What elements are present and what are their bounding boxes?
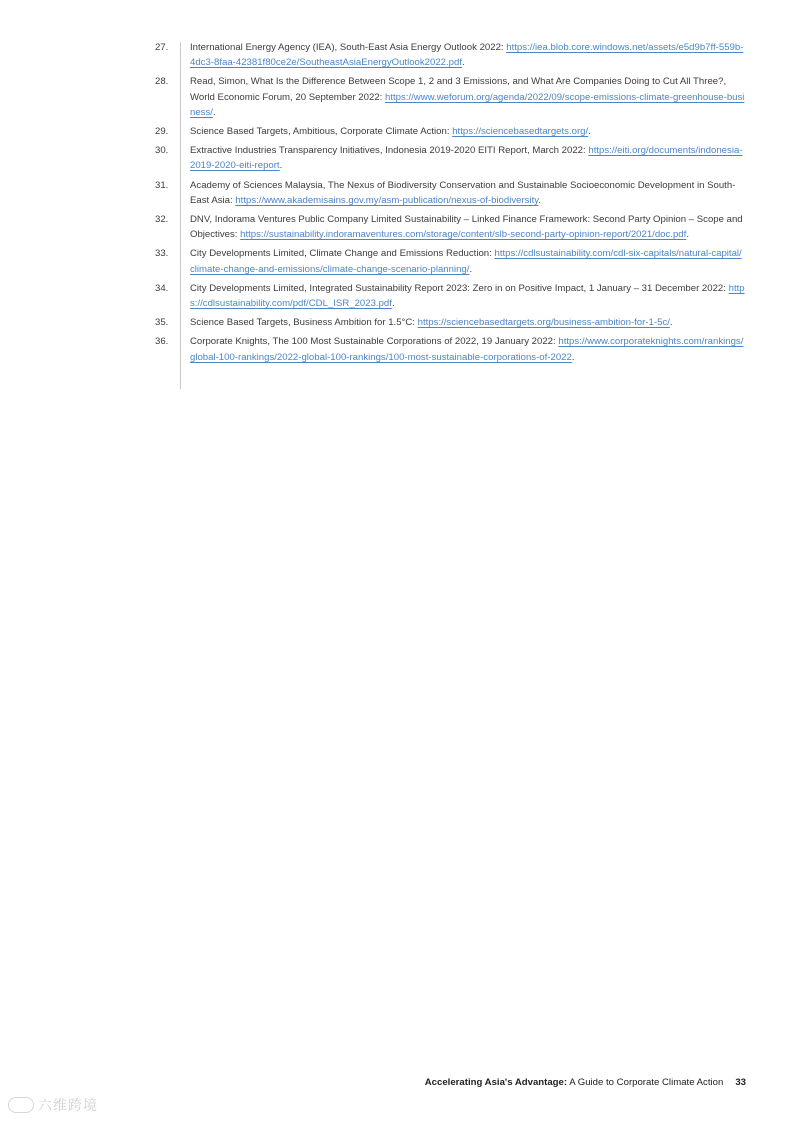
reference-item (155, 315, 745, 330)
reference-text: Academy of Sciences Malaysia, The Nexus of Biodiversity Conservation and Sustainable Socioeconomic Development in South-East Asia: (190, 179, 736, 206)
reference-number: 33. (155, 248, 169, 260)
reference-number: 29. (155, 126, 169, 138)
reference-link[interactable]: https://sustainability.indoramaventures.com/storage/content/slb-second-party-opinion-report/2021/doc.pdf (240, 229, 687, 241)
footer-title-bold: Accelerating Asia's Advantage: (424, 1077, 568, 1088)
reference-number: 27. (155, 42, 169, 53)
reference-body (190, 74, 745, 120)
page-number: 33 (735, 1077, 746, 1088)
reference-item (155, 334, 745, 364)
reference-item (155, 212, 745, 242)
reference-text: International Energy Agency (IEA), South-East Asia Energy Outlook 2022: (190, 42, 507, 53)
reference-text: City Developments Limited, Integrated Sustainability Report 2023: Zero in on Positive Impact, 1 January – 31 December 2022: (190, 282, 729, 294)
reference-text: Read, Simon, What Is the Difference Between Scope 1, 2 and 3 Emissions, and What Are Companies Doing to Cut All Three?, World Economic Forum, 20 September 2022: (190, 76, 727, 103)
watermark (8, 1095, 98, 1115)
reference-text: City Developments Limited, Climate Change and Emissions Reduction: (190, 248, 495, 260)
reference-suffix: . (212, 106, 216, 118)
reference-suffix: . (669, 317, 673, 329)
reference-number: 36. (155, 336, 169, 348)
reference-number: 32. (155, 214, 169, 226)
reference-number: 30. (155, 145, 169, 157)
reference-link[interactable]: https://sciencebasedtargets.org/business-ambition-for-1-5c/ (417, 317, 670, 329)
reference-number: 28. (155, 76, 169, 88)
watermark-logo-icon (8, 1097, 34, 1113)
reference-text: Corporate Knights, The 100 Most Sustainable Corporations of 2022, 19 January 2022: (190, 336, 559, 348)
reference-suffix: . (469, 263, 473, 275)
reference-text: DNV, Indorama Ventures Public Company Limited Sustainability – Linked Finance Framework: Second Party Opinion – Scope and Objectives: (190, 214, 743, 241)
reference-link[interactable]: https://iea.blob.core.windows.net/assets/e5d9b7ff-559b-4dc3-8faa-42381f80ce2e/SoutheastAsiaEnergyOutlook2022.pdf (190, 42, 744, 69)
reference-item (155, 246, 745, 276)
reference-body (190, 143, 745, 173)
reference-number: 34. (155, 282, 169, 294)
reference-body (190, 281, 745, 311)
footer-title-rest: A Guide to Corporate Climate Action (567, 1077, 724, 1088)
reference-link[interactable]: https://cdlsustainability.com/cdl-six-capitals/natural-capital/climate-change-and-emissions/climate-change-scenario-planning/ (190, 248, 742, 275)
reference-suffix: . (571, 351, 575, 363)
reference-text: Extractive Industries Transparency Initiatives, Indonesia 2019-2020 EITI Report, March 2022: (190, 145, 589, 157)
reference-item (155, 40, 745, 70)
reference-body (190, 334, 745, 364)
reference-body (190, 40, 745, 70)
reference-link[interactable]: https://eiti.org/documents/indonesia-2019-2020-eiti-report (190, 145, 743, 172)
reference-suffix: . (279, 160, 283, 172)
reference-link[interactable]: https://cdlsustainability.com/pdf/CDL_ISR_2023.pdf (190, 282, 745, 310)
reference-body (190, 315, 745, 330)
reference-suffix: . (391, 298, 395, 310)
reference-body (190, 178, 745, 208)
reference-suffix: . (686, 229, 689, 241)
reference-number: 35. (155, 317, 169, 329)
reference-item (155, 74, 745, 120)
reference-body (190, 246, 745, 276)
reference-body (190, 124, 745, 139)
reference-link[interactable]: https://www.akademisains.gov.my/asm-publication/nexus-of-biodiversity (235, 194, 539, 206)
reference-number: 31. (155, 179, 169, 191)
reference-text: Science Based Targets, Business Ambition for 1.5°C: (190, 317, 418, 329)
reference-suffix: . (538, 194, 542, 206)
reference-link[interactable]: https://sciencebasedtargets.org/ (452, 126, 589, 138)
reference-link[interactable]: https://www.weforum.org/agenda/2022/09/scope-emissions-climate-greenhouse-business/ (190, 91, 745, 118)
reference-body (190, 212, 745, 242)
reference-link[interactable]: https://www.corporateknights.com/rankings/global-100-rankings/2022-global-100-rankings/100-most-sustainable-corporations-of-2022 (190, 336, 744, 363)
reference-suffix: . (462, 57, 465, 69)
reference-suffix: . (588, 126, 591, 138)
reference-item (155, 143, 745, 173)
reference-text: Science Based Targets, Ambitious, Corporate Climate Action: (190, 126, 453, 138)
reference-item (155, 178, 745, 208)
reference-item (155, 281, 745, 311)
reference-item (155, 124, 745, 139)
page-footer (425, 1077, 746, 1088)
reference-list (155, 40, 745, 369)
watermark-text: 六维跨境 (38, 1097, 98, 1113)
